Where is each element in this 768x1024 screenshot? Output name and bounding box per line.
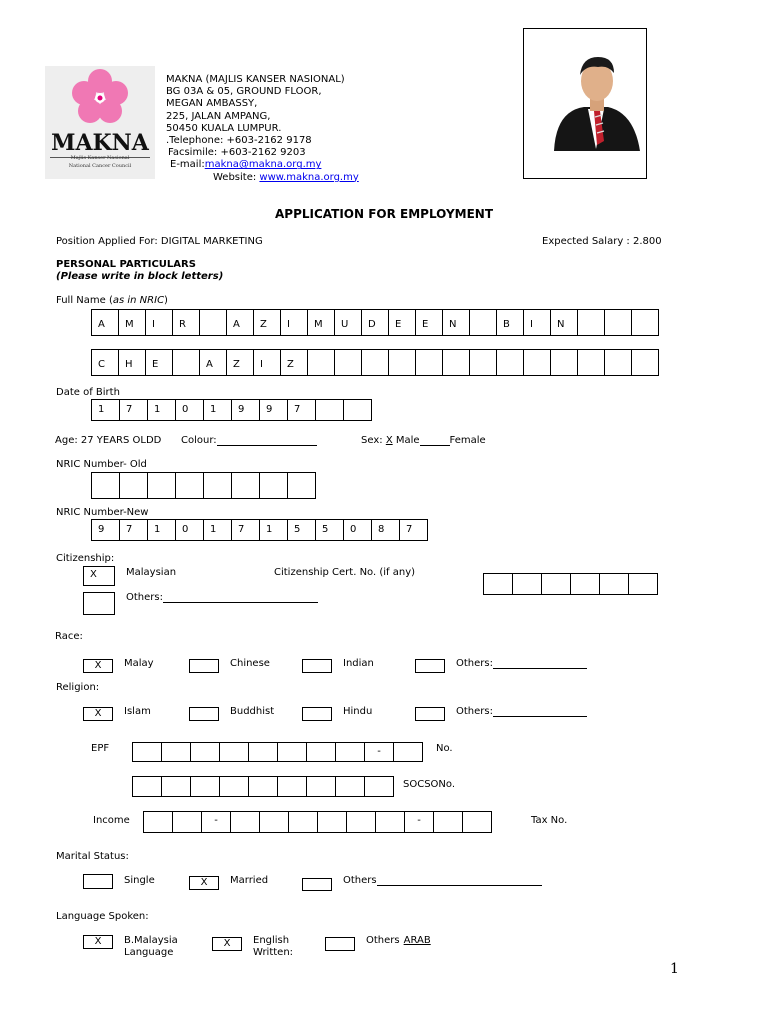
letter-box[interactable] xyxy=(161,742,191,762)
person-photo-icon xyxy=(524,29,646,178)
logo-text: MAKNA xyxy=(51,130,149,156)
letter-box[interactable]: 7 xyxy=(231,519,260,541)
socso-boxes xyxy=(132,776,393,797)
letter-box[interactable]: 7 xyxy=(287,399,316,421)
single-label: Single xyxy=(124,875,155,886)
address-line: 225, JALAN AMPANG, xyxy=(166,110,271,122)
race-option-label: Malay xyxy=(124,658,154,669)
logo-subtitle-1: Majlis Kanser Nasional xyxy=(70,155,130,161)
letter-box[interactable]: 7 xyxy=(399,519,428,541)
form-title: APPLICATION FOR EMPLOYMENT xyxy=(274,207,494,221)
letter-box[interactable] xyxy=(143,811,173,833)
letter-box[interactable] xyxy=(172,349,200,376)
section-heading: PERSONAL PARTICULARS xyxy=(56,259,196,270)
others-citizenship[interactable]: Others: xyxy=(126,592,318,603)
letter-box[interactable] xyxy=(496,349,524,376)
married-label: Married xyxy=(230,875,269,886)
nric-old-label: NRIC Number- Old xyxy=(56,459,147,470)
letter-box[interactable] xyxy=(512,573,542,595)
letter-box[interactable] xyxy=(248,776,278,797)
letter-box[interactable]: 9 xyxy=(91,519,120,541)
others-citizenship-checkbox[interactable] xyxy=(83,592,115,615)
letter-box[interactable] xyxy=(230,811,260,833)
website-link[interactable]: www.makna.org.my xyxy=(259,171,359,183)
marital-others[interactable]: Others xyxy=(343,875,542,886)
letter-box[interactable] xyxy=(604,349,632,376)
letter-box[interactable]: A xyxy=(199,349,227,376)
letter-box[interactable]: I xyxy=(253,349,281,376)
letter-box[interactable]: 0 xyxy=(175,399,204,421)
letter-box[interactable] xyxy=(361,349,389,376)
logo-subtitle-2: National Cancer Council xyxy=(68,163,132,169)
letter-box[interactable] xyxy=(631,349,659,376)
letter-box[interactable] xyxy=(147,472,176,499)
letter-box[interactable]: I xyxy=(280,309,308,336)
letter-box[interactable] xyxy=(604,309,632,336)
letter-box[interactable] xyxy=(577,309,605,336)
letter-box[interactable]: 7 xyxy=(119,399,148,421)
letter-box[interactable]: 1 xyxy=(203,519,232,541)
fullname-row-1 xyxy=(91,309,658,336)
language-others-checkbox[interactable] xyxy=(325,937,355,951)
telephone: .Telephone: +603-2162 9178 xyxy=(166,135,312,147)
letter-box[interactable] xyxy=(306,742,336,762)
letter-box[interactable]: 1 xyxy=(147,519,176,541)
letter-box[interactable] xyxy=(259,811,289,833)
letter-box[interactable] xyxy=(334,349,362,376)
letter-box[interactable] xyxy=(483,573,513,595)
letter-box[interactable]: 9 xyxy=(259,399,288,421)
position-applied: Position Applied For: DIGITAL MARKETING xyxy=(56,236,263,247)
religion-option-label: Others: xyxy=(456,706,587,717)
letter-box[interactable] xyxy=(288,811,318,833)
religion-label: Religion: xyxy=(56,682,100,693)
marital-others-checkbox[interactable] xyxy=(302,878,332,891)
epf-boxes xyxy=(132,742,422,762)
letter-box[interactable] xyxy=(190,742,220,762)
bm-checkbox[interactable]: X xyxy=(83,935,113,949)
letter-box[interactable]: U xyxy=(334,309,362,336)
letter-box[interactable] xyxy=(190,776,220,797)
makna-logo xyxy=(45,66,155,179)
letter-box[interactable] xyxy=(375,811,405,833)
letter-box[interactable] xyxy=(433,811,463,833)
letter-box[interactable]: 5 xyxy=(315,519,344,541)
age: Age: 27 YEARS OLDD xyxy=(55,435,162,446)
letter-box[interactable] xyxy=(388,349,416,376)
colour-field[interactable]: Colour: xyxy=(181,435,317,446)
english-label: English Written: xyxy=(253,935,294,958)
org-address xyxy=(166,74,359,184)
letter-box[interactable] xyxy=(306,776,336,797)
email-label: E-mail: xyxy=(170,159,205,171)
epf-label: EPF xyxy=(91,743,110,754)
letter-box[interactable]: I xyxy=(145,309,173,336)
letter-box[interactable] xyxy=(277,742,307,762)
letter-box[interactable]: 8 xyxy=(371,519,400,541)
letter-box[interactable] xyxy=(231,472,260,499)
letter-box[interactable] xyxy=(119,472,148,499)
facsimile: Facsimile: +603-2162 9203 xyxy=(168,147,306,159)
citizenship-label: Citizenship: xyxy=(56,553,115,564)
dob-boxes xyxy=(91,399,371,421)
dob-label: Date of Birth xyxy=(56,387,120,398)
religion-option-checkbox[interactable]: X xyxy=(83,707,113,721)
letter-box[interactable]: E xyxy=(145,349,173,376)
letter-box[interactable] xyxy=(315,399,344,421)
letter-box[interactable] xyxy=(161,776,191,797)
letter-box[interactable] xyxy=(577,349,605,376)
letter-box[interactable]: 1 xyxy=(203,399,232,421)
race-option-label: Others: xyxy=(456,658,587,669)
letter-box[interactable] xyxy=(287,472,316,499)
letter-box[interactable] xyxy=(462,811,492,833)
letter-box[interactable] xyxy=(570,573,600,595)
letter-box[interactable]: E xyxy=(415,309,443,336)
letter-box[interactable] xyxy=(523,349,551,376)
letter-box[interactable] xyxy=(364,776,394,797)
language-others-value: ARAB xyxy=(403,935,431,946)
citizenship-cert-boxes xyxy=(483,573,657,595)
letter-box[interactable] xyxy=(415,349,443,376)
race-option-checkbox[interactable] xyxy=(302,659,332,673)
letter-box[interactable] xyxy=(219,776,249,797)
language-label: Language Spoken: xyxy=(56,911,149,922)
letter-box[interactable]: I xyxy=(523,309,551,336)
race-option-checkbox[interactable] xyxy=(415,659,445,673)
letter-box[interactable]: M xyxy=(118,309,146,336)
letter-box[interactable]: 5 xyxy=(287,519,316,541)
letter-box[interactable]: E xyxy=(388,309,416,336)
letter-box[interactable] xyxy=(132,742,162,762)
letter-box[interactable]: 0 xyxy=(175,519,204,541)
letter-box[interactable] xyxy=(599,573,629,595)
religion-option-label: Islam xyxy=(124,706,151,717)
nric-old-boxes xyxy=(91,472,315,499)
fullname-row-2 xyxy=(91,349,658,376)
sex-mark: X xyxy=(385,435,393,446)
letter-box[interactable]: M xyxy=(307,309,335,336)
religion-option-checkbox[interactable] xyxy=(415,707,445,721)
letter-box[interactable]: C xyxy=(91,349,119,376)
letter-box[interactable] xyxy=(335,776,365,797)
married-checkbox[interactable]: X xyxy=(189,876,219,890)
letter-box[interactable]: 7 xyxy=(119,519,148,541)
letter-box[interactable] xyxy=(259,472,288,499)
section-note: (Please write in block letters) xyxy=(56,271,224,282)
address-line: 50450 KUALA LUMPUR. xyxy=(166,122,282,134)
religion-option-label: Buddhist xyxy=(230,706,275,717)
letter-box[interactable]: N xyxy=(550,309,578,336)
religion-option-label: Hindu xyxy=(343,706,373,717)
letter-box[interactable] xyxy=(346,811,376,833)
letter-box[interactable] xyxy=(199,309,227,336)
expected-salary: Expected Salary : 2.800 xyxy=(542,236,662,247)
letter-box[interactable] xyxy=(132,776,162,797)
letter-box[interactable]: 0 xyxy=(343,519,372,541)
epf-no-label: No. xyxy=(436,743,453,754)
religion-option-checkbox[interactable] xyxy=(189,707,219,721)
email-link[interactable]: makna@makna.org.my xyxy=(204,159,322,171)
socso-label: SOCSONo. xyxy=(403,779,456,790)
letter-box[interactable] xyxy=(631,309,659,336)
letter-box[interactable] xyxy=(91,472,120,499)
letter-box[interactable]: Z xyxy=(226,349,254,376)
english-checkbox[interactable]: X xyxy=(212,937,242,951)
letter-box[interactable]: D xyxy=(361,309,389,336)
sex-field[interactable]: Sex: X Male Female xyxy=(361,435,486,446)
letter-box[interactable]: - xyxy=(364,742,394,762)
letter-box[interactable] xyxy=(550,349,578,376)
letter-box[interactable]: - xyxy=(404,811,434,833)
letter-box[interactable] xyxy=(172,811,202,833)
applicant-photo xyxy=(523,28,647,179)
letter-box[interactable]: 9 xyxy=(231,399,260,421)
letter-box[interactable] xyxy=(628,573,658,595)
letter-box[interactable] xyxy=(335,742,365,762)
fullname-label: Full Name (as in NRIC) xyxy=(56,295,168,306)
letter-box[interactable]: A xyxy=(91,309,119,336)
letter-box[interactable] xyxy=(469,349,497,376)
marital-label: Marital Status: xyxy=(56,851,129,862)
letter-box[interactable]: Z xyxy=(280,349,308,376)
language-others[interactable]: Others ARAB xyxy=(366,935,431,946)
letter-box[interactable]: 1 xyxy=(259,519,288,541)
race-option-checkbox[interactable]: X xyxy=(83,659,113,673)
tax-no-label: Tax No. xyxy=(531,815,568,826)
letter-box[interactable]: - xyxy=(201,811,231,833)
letter-box[interactable]: N xyxy=(442,309,470,336)
letter-box[interactable]: 1 xyxy=(147,399,176,421)
citizenship-cert-label: Citizenship Cert. No. (if any) xyxy=(274,567,416,578)
letter-box[interactable]: Z xyxy=(253,309,281,336)
letter-box[interactable] xyxy=(203,472,232,499)
address-line: MAKNA (MAJLIS KANSER NASIONAL) xyxy=(166,74,345,85)
letter-box[interactable] xyxy=(469,309,497,336)
race-option-checkbox[interactable] xyxy=(189,659,219,673)
single-checkbox[interactable] xyxy=(83,874,113,889)
page-number: 1 xyxy=(670,961,679,977)
letter-box[interactable] xyxy=(442,349,470,376)
website-line xyxy=(166,172,359,184)
website-label: Website: xyxy=(213,171,257,183)
race-option-label: Indian xyxy=(343,658,374,669)
malaysian-label: Malaysian xyxy=(126,567,177,578)
malaysian-checkbox[interactable]: X xyxy=(83,566,115,586)
address-line: MEGAN AMBASSY, xyxy=(166,98,258,110)
race-label: Race: xyxy=(55,631,83,642)
letter-box[interactable] xyxy=(219,742,249,762)
race-option-label: Chinese xyxy=(230,658,270,669)
letter-box[interactable]: R xyxy=(172,309,200,336)
flower-icon xyxy=(45,66,155,132)
letter-box[interactable]: B xyxy=(496,309,524,336)
letter-box[interactable] xyxy=(393,742,423,762)
income-label: Income xyxy=(93,815,130,826)
letter-box[interactable] xyxy=(541,573,571,595)
letter-box[interactable] xyxy=(248,742,278,762)
letter-box[interactable] xyxy=(175,472,204,499)
letter-box[interactable]: A xyxy=(226,309,254,336)
letter-box[interactable] xyxy=(317,811,347,833)
letter-box[interactable]: 1 xyxy=(91,399,120,421)
nric-new-boxes xyxy=(91,519,427,541)
letter-box[interactable] xyxy=(277,776,307,797)
letter-box[interactable]: H xyxy=(118,349,146,376)
letter-box[interactable] xyxy=(343,399,372,421)
address-line: BG 03A & 05, GROUND FLOOR, xyxy=(166,86,322,98)
income-boxes xyxy=(143,811,491,833)
bm-label: B.Malaysia Language xyxy=(124,935,178,958)
email-line xyxy=(166,159,359,171)
letter-box[interactable] xyxy=(307,349,335,376)
religion-option-checkbox[interactable] xyxy=(302,707,332,721)
nric-new-label: NRIC Number-New xyxy=(56,507,149,518)
